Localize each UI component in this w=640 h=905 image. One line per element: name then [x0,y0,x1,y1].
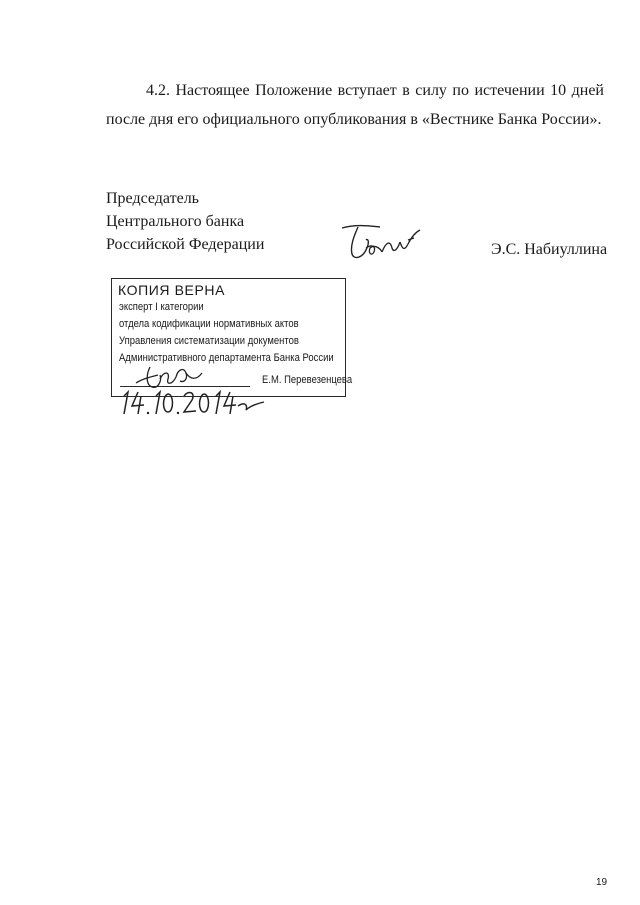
paragraph-line-2: после дня его официального опубликования в «Вестнике Банка России». [106,111,602,128]
certification-stamp [111,278,353,397]
signer-title-line-3: Российской Федерации [106,236,265,253]
stamp-official-name: Е.М. Перевезенцева [262,374,353,386]
stamp-line-position: эксперт I категории [119,301,204,313]
handwritten-signature [336,218,436,266]
stamp-line-division: Управления систематизации документов [119,335,299,347]
signer-name: Э.С. Набиуллина [491,241,608,258]
stamp-title: КОПИЯ ВЕРНА [118,282,226,298]
paragraph-line-1: 4.2. Настоящее Положение вступает в силу по истечении 10 дней [146,82,604,99]
signer-title-block [106,187,264,256]
page-number: 19 [596,877,608,888]
stamp-line-organization: Административного департамента Банка России [119,352,334,364]
signer-title-line-2: Центрального банка [106,213,245,230]
effective-date-paragraph [106,76,604,134]
signer-title-line-1: Председатель [106,190,199,207]
handwritten-date [118,384,268,420]
stamp-line-department: отдела кодификации нормативных актов [119,318,299,330]
